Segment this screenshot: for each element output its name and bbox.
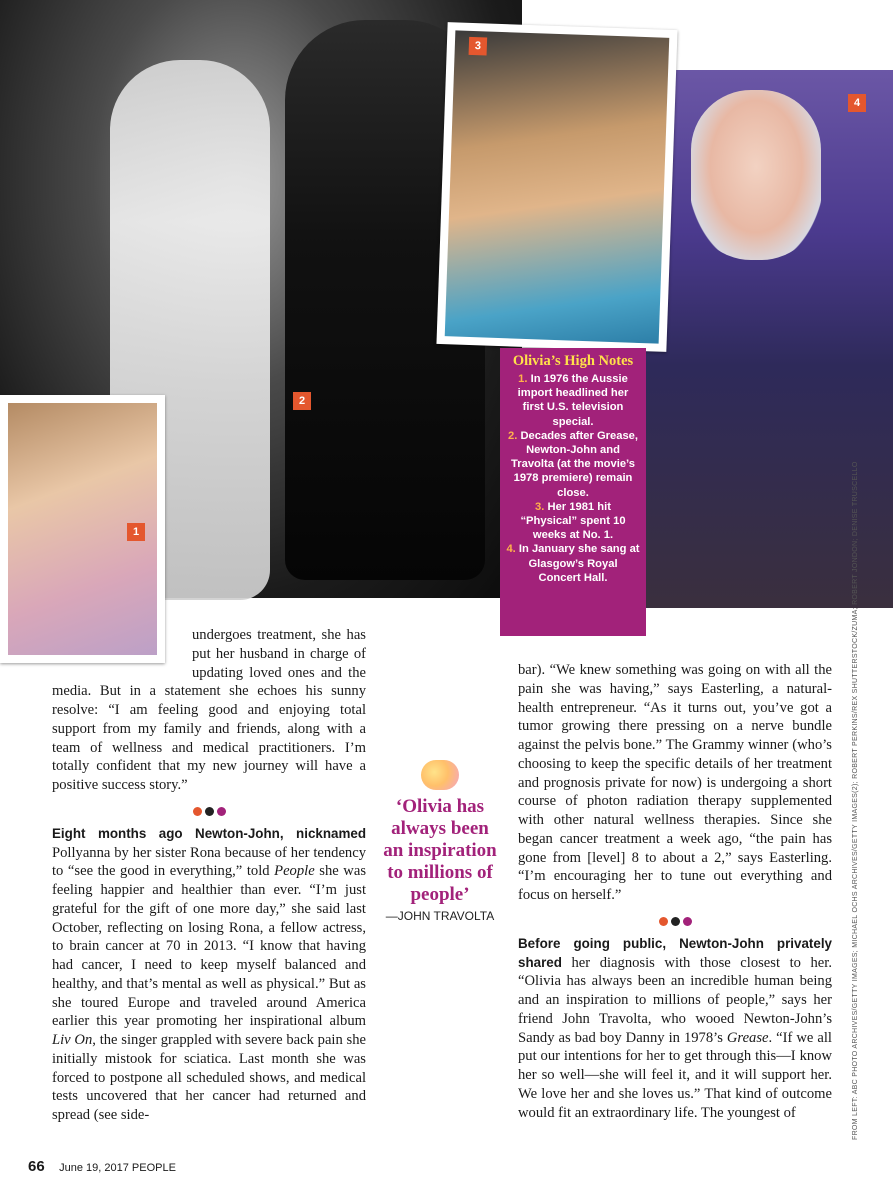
sun-icon (421, 760, 459, 790)
article-text: , the singer grappled with severe back pain she initially mistook for sciatica. Last month she was forced to postpone all scheduled shows, and medical tests uncovered that her cancer had returned and spread (see side- (52, 1032, 366, 1123)
sidebar-item-number: 1. (518, 373, 528, 385)
article-text: . “If we all put our intentions for her to get through this—I know her so well—she will feel it, and it will support her. We love her and she loves us.” That kind of outcome would fit an extraordinary life. The youngest of (518, 1029, 832, 1121)
divider-dot (671, 917, 680, 926)
photo-badge-4: 4 (848, 94, 866, 112)
section-divider-dots (518, 917, 832, 927)
photo-badge-3: 3 (469, 37, 488, 56)
photo-badge-1: 1 (127, 523, 145, 541)
divider-dot (659, 917, 668, 926)
sidebar-item-text: In 1976 the Aussie import headlined her first U.S. television special. (517, 373, 629, 428)
article-left-column (52, 626, 366, 1125)
pull-quote-attribution: —JOHN TRAVOLTA (385, 909, 495, 923)
text-wrap-spacer (52, 626, 192, 682)
divider-dot (217, 807, 226, 816)
article-text: her diagnosis with those closest to her. “Olivia has always been an incredible human being and an inspiration to millions of people,” says her friend John Travolta, who wooed Newton-John’s Sandy as bad boy Danny in 1978’s (518, 954, 832, 1046)
page-footer (28, 1158, 176, 1176)
sidebar-item-text: Her 1981 hit “Physical” spent 10 weeks at No. 1. (520, 500, 626, 542)
photo-physical (436, 22, 677, 352)
article-paragraph: bar). “We knew something was going on with all the pain she was having,” says Easterling, a natural-health entrepreneur. “As it turns out, you’ve got a tumor growing there pressing on a nerve bundle against the pelvis bone.” The Grammy winner (who’s choosing to keep the specific details of her treatment and prognosis private for now) is undergoing a short course of photon radiation therapy supplemented with other natural wellness therapies. Since she began cancer treatment a week ago, “the pain has gone from [level] 8 to about a 2,” says Easterling. “I’m encouraging her to tune out everything and focus on herself.” (518, 662, 832, 903)
pull-quote (380, 760, 500, 923)
sidebar-item-number: 2. (508, 429, 518, 442)
article-text: she was feeling happier and healthier than ever. “I’m just grateful for the gift of one more day,” she said last October, reflecting on losing Rona, a fellow actress, to brain cancer at 70 in 2013. “I know that having had cancer, I need to keep myself balanced and healthy, and that’s mental as well as physical.” But as she toured Europe and traveled around America earlier this year promoting her inspirational album (52, 863, 367, 1030)
photo-badge-2: 2 (293, 392, 311, 410)
sidebar-title: Olivia’s High Notes (512, 353, 634, 369)
article-lead-in: Eight months ago Newton-John, nicknamed (52, 825, 366, 841)
sidebar-item (506, 542, 640, 585)
sidebar-item (506, 500, 640, 543)
sidebar-item-number: 4. (506, 543, 516, 556)
article-text: Pollyanna by her sister Rona because of her tendency to “see the good in everything,” told (52, 844, 366, 880)
section-divider-dots (52, 807, 366, 817)
article-right-column (518, 661, 832, 1122)
pull-quote-text: ‘Olivia has always been an inspiration to millions of people’ (383, 796, 497, 905)
sidebar-item-text: In January she sang at Glasgow’s Royal Concert Hall. (518, 543, 640, 584)
issue-date: June 19, 2017 PEOPLE (59, 1162, 176, 1174)
article-paragraph (518, 935, 832, 1123)
sidebar-item-number: 3. (535, 500, 545, 513)
divider-dot (205, 807, 214, 816)
sidebar-item-text: Decades after Grease, Newton-John and Travolta (at the movie’s 1978 premiere) remain close. (511, 429, 638, 499)
sidebar-item (506, 429, 640, 500)
article-paragraph: undergoes treatment, she has put her husband in charge of updating loved ones and the media. But in a statement she echoes his sunny resolve: “I am feeling good and enjoying total support from my family and friends, along with a team of wellness and medical practitioners. I’m totally confident that my new journey will have a positive success story.” (52, 627, 366, 793)
article-lead-in: Before going public, Newton-John privately shared (518, 935, 832, 970)
sidebar-item (506, 372, 640, 429)
divider-dot (683, 917, 692, 926)
sidebar-high-notes (500, 348, 646, 636)
article-emphasis: Liv On (52, 1032, 93, 1048)
page-number: 66 (28, 1158, 45, 1175)
photo-physical-image (445, 30, 670, 343)
article-emphasis: Grease (726, 1029, 769, 1046)
photo-1976 (0, 395, 165, 663)
photo-face (691, 90, 821, 260)
divider-dot (193, 807, 202, 816)
photo-credit: FROM LEFT: ABC PHOTO ARCHIVES/GETTY IMAGES; MICHAEL OCHS ARCHIVES/GETTY IMAGES(2); ROBERT PERKINS/REX SHUTTERSTOCK/ZUMA; ROBERT JONDON; DENISE TRUSCELLO (852, 461, 859, 1140)
article-emphasis: People (274, 863, 315, 880)
article-paragraph (52, 825, 366, 1125)
